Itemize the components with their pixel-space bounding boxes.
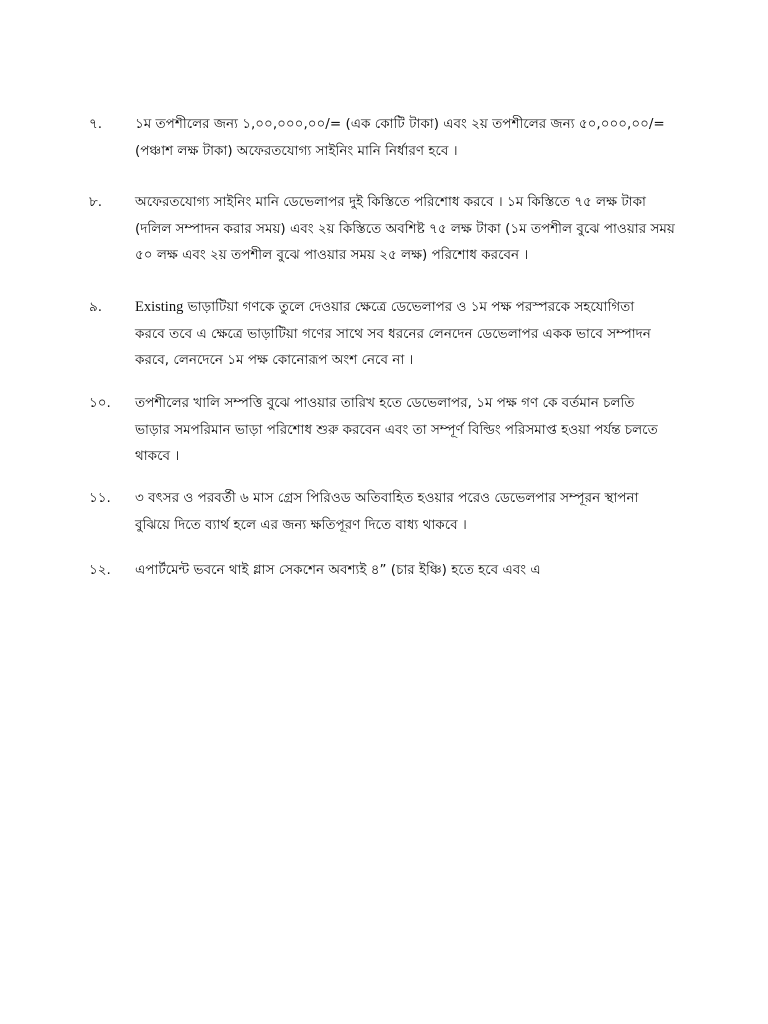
clause-text [135,390,695,470]
clause-line [135,294,695,321]
clause-line: অফেরতযোগ্য সাইনিং মানি ডেভেলাপর দুই কিস্তিতে পরিশোধ করবে । ১ম কিস্তিতে ৭৫ লক্ষ টাকা [135,194,646,210]
latin-word: Existing [135,299,184,315]
clause-line: ৩ বৎসর ও পরবর্তী ৬ মাস গ্রেস পিরিওড অতিবাহিত হওয়ার পরেও ডেভেলপার সম্পূরন স্থাপনা [135,490,639,506]
clause-text [135,189,695,269]
clause-number: ৭. [89,116,103,132]
clause-line: (পঞ্চাশ লক্ষ টাকা) অফেরতযোগ্য সাইনিং মানি নির্ধারণ হবে । [135,142,458,159]
clause-line: থাকবে । [135,448,180,464]
clause-number: ১০. [89,395,111,411]
clause-line: এপার্টমেন্ট ভবনে থাই গ্লাস সেকশেন অবশ্যই ৪” (চার ইঞ্চি) হতে হবে এবং এ [135,562,541,578]
clause-line: তপশীলের খালি সম্পত্তি বুঝে পাওয়ার তারিখ হতে ডেভেলাপর, ১ম পক্ষ গণ কে বর্তমান চলতি [135,395,635,411]
clause-line: করবে, লেনদেনে ১ম পক্ষ কোনোরূপ অংশ নেবে না । [135,352,414,368]
clause-number: ১২. [89,562,111,578]
clause-line: বুঝিয়ে দিতে ব্যার্থ হলে এর জন্য ক্ষতিপূরণ দিতে বাধ্য থাকবে । [135,516,467,533]
clause-line: (দলিল সম্পাদন করার সময়) এবং ২য় কিস্তিতে অবশিষ্ট ৭৫ লক্ষ টাকা (১ম তপশীল বুঝে পাওয়ার সময় [135,220,675,237]
clause-line: ভাড়ার সমপরিমান ভাড়া পরিশোধ শুরু করবেন এবং তা সম্পূর্ণ বিল্ডিং পরিসমাপ্ত হওয়া পর্যন্ত চলতে [135,421,658,438]
clause-text [135,557,695,584]
clause-line: ৫০ লক্ষ এবং ২য় তপশীল বুঝে পাওয়ার সময় ২৫ লক্ষ) পরিশোধ করবেন । [135,247,529,263]
clause-text [135,294,695,374]
clause-line: করবে তবে এ ক্ষেত্রে ভাড়াটিয়া গণের সাথে সব ধরনের লেনদেন ডেভেলাপর একক ভাবে সম্পাদন [135,325,651,342]
clause-line-rest: ভাড়াটিয়া গণকে তুলে দেওয়ার ক্ষেত্রে ডেভেলাপর ও ১ম পক্ষ পরস্পরকে সহযোগিতা [183,299,635,315]
clause-number: ৯. [89,299,103,315]
clause-text [135,485,695,538]
clause-line: ১ম তপশীলের জন্য ১,০০,০০০,০০/= (এক কোটি টাকা) এবং ২য় তপশীলের জন্য ৫০,০০০,০০/= [135,116,665,132]
clause-number: ১১. [89,490,111,506]
clause-number: ৮. [89,194,103,210]
clause-text [135,111,695,164]
